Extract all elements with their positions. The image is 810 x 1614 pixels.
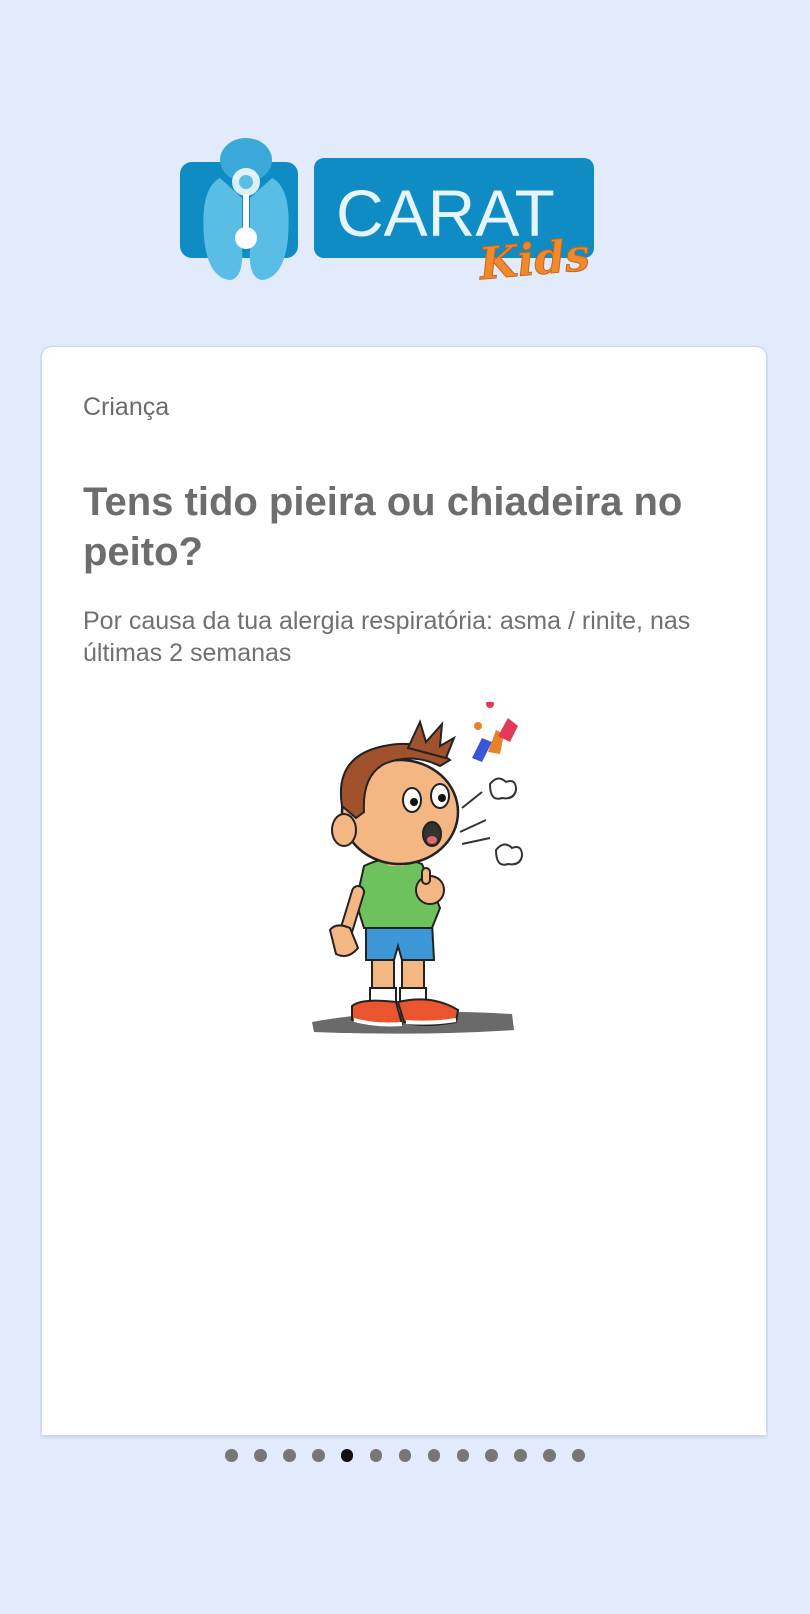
pagination-dot[interactable]: [457, 1449, 470, 1462]
question-hint: Por causa da tua alergia respiratória: asma / rinite, nas últimas 2 semanas: [83, 607, 691, 667]
pagination-dot[interactable]: [225, 1449, 238, 1462]
logo-subtitle: Kids: [477, 229, 592, 291]
subject-label: Criança: [83, 393, 170, 421]
wheezing-child-illustration: [272, 702, 552, 1062]
pagination-dot[interactable]: [543, 1449, 556, 1462]
lungs-logo-icon: [180, 138, 298, 280]
pagination-dot[interactable]: [312, 1449, 325, 1462]
pagination-dot[interactable]: [485, 1449, 498, 1462]
pagination-dots: [0, 1449, 810, 1462]
pagination-dot-active[interactable]: [341, 1449, 354, 1462]
pagination-dot[interactable]: [283, 1449, 296, 1462]
pagination-dot[interactable]: [254, 1449, 267, 1462]
carat-kids-logo: [180, 138, 632, 294]
logo-title: CARAT: [336, 176, 555, 250]
pagination-dot[interactable]: [572, 1449, 585, 1462]
pagination-dot[interactable]: [370, 1449, 383, 1462]
question-card: [42, 347, 766, 1435]
question-title: Tens tido pieira ou chiadeira no peito?: [83, 480, 683, 574]
pagination-dot[interactable]: [428, 1449, 441, 1462]
pagination-dot[interactable]: [399, 1449, 412, 1462]
pagination-dot[interactable]: [514, 1449, 527, 1462]
